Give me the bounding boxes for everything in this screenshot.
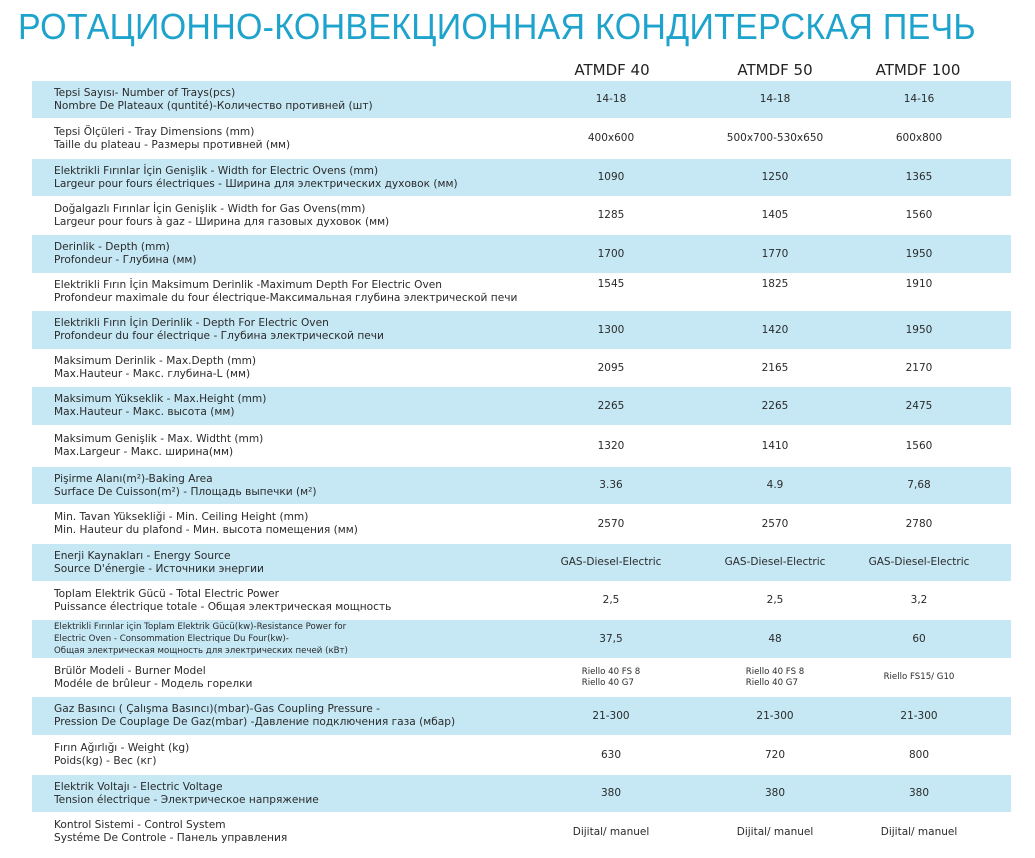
cell: 1405 — [761, 209, 789, 221]
row-label: Elektrikli Fırın İçin Maksimum Derinlik -Maximum Depth For Electric Oven Profondeur maximale du four électrique-Максимальная глубина электрической печи — [54, 279, 518, 304]
cell: 2265 — [597, 399, 625, 412]
cell: 630 — [600, 748, 622, 761]
row-label: Maksimum Yükseklik - Max.Height (mm) Max.Hauteur - Макс. высота (мм) — [54, 393, 267, 418]
table-row — [32, 273, 1011, 311]
row-label: Tepsi Sayısı- Number of Trays(pcs) Nombre De Plateaux (quntité)-Количество противней (шт) — [54, 86, 373, 112]
table-row — [32, 425, 1011, 467]
row-label: Brülör Modeli - Burner Model Modéle de brûleur - Модель горелки — [54, 664, 253, 690]
cell: 2,5 — [766, 594, 784, 606]
column-header-atmdf-40: ATMDF 40 — [574, 61, 650, 79]
table-row — [32, 467, 1011, 504]
cell: GAS-Diesel-Electric — [868, 556, 970, 568]
cell: 4.9 — [766, 479, 784, 491]
table-row — [32, 812, 1011, 852]
cell: GAS-Diesel-Electric — [560, 556, 662, 568]
cell: 1545 — [597, 278, 625, 290]
table-row — [32, 196, 1011, 235]
table-row — [32, 311, 1011, 349]
cell: Dijital/ manuel — [572, 825, 650, 838]
cell: Riello 40 FS 8 Riello 40 G7 — [745, 666, 805, 688]
cell: 1320 — [597, 439, 625, 452]
cell: 1700 — [597, 247, 625, 260]
cell: 2475 — [905, 399, 933, 412]
row-label: Toplam Elektrik Gücü - Total Electric Power Puissance électrique totale - Общая электрическая мощность — [54, 587, 392, 613]
cell: 2170 — [905, 361, 933, 374]
cell: 1560 — [905, 439, 933, 452]
spec-table — [32, 81, 1011, 852]
table-row — [32, 81, 1011, 118]
table-row — [32, 159, 1011, 196]
cell: 1770 — [761, 247, 789, 260]
column-header-atmdf-50: ATMDF 50 — [737, 61, 813, 79]
cell: 1950 — [905, 247, 933, 260]
cell: 60 — [912, 632, 926, 645]
cell: 400x600 — [587, 132, 635, 144]
cell: 3,2 — [910, 594, 928, 606]
cell: 21-300 — [900, 709, 938, 722]
cell: Dijital/ manuel — [736, 825, 814, 838]
cell: 1420 — [761, 323, 789, 336]
column-header-atmdf-100: ATMDF 100 — [875, 61, 961, 79]
cell: Dijital/ manuel — [880, 825, 958, 838]
row-label: Elektrikli Fırın İçin Derinlik - Depth For Electric Oven Profondeur du four électrique - Глубина электрической печи — [54, 317, 384, 342]
cell: 1365 — [905, 171, 933, 183]
cell: 2265 — [761, 399, 789, 412]
cell: 380 — [764, 787, 786, 799]
table-row — [32, 775, 1011, 812]
row-label: Kontrol Sistemi - Control System Systéme De Controle - Панель управления — [54, 819, 288, 844]
row-label: Elektrikli Fırınlar için Toplam Elektrik Gücü(kw)-Resistance Power for Electric Oven - Consommation Electrique Du Four(kw)- Общая электрическая мощность для электрических печей (кВт) — [54, 622, 348, 656]
cell: 1410 — [761, 439, 789, 452]
cell: 48 — [768, 632, 782, 645]
table-row — [32, 658, 1011, 697]
cell: 14-18 — [595, 93, 627, 105]
cell: 1250 — [761, 171, 789, 183]
cell: 500x700-530x650 — [726, 132, 824, 144]
cell: Riello 40 FS 8 Riello 40 G7 — [581, 666, 641, 688]
cell: 2165 — [761, 361, 789, 374]
row-label: Derinlik - Depth (mm) Profondeur - Глубина (мм) — [54, 241, 197, 266]
cell: 1300 — [597, 323, 625, 336]
cell: 380 — [908, 787, 930, 799]
cell: 2570 — [597, 517, 625, 530]
row-label: Maksimum Derinlik - Max.Depth (mm) Max.Hauteur - Макс. глубина-L (мм) — [54, 355, 257, 380]
row-label: Min. Tavan Yüksekliği - Min. Ceiling Height (mm) Min. Hauteur du plafond - Мин. высота помещения (мм) — [54, 511, 358, 536]
row-label: Elektrik Voltajı - Electric Voltage Tension électrique - Электрическое напряжение — [54, 780, 319, 806]
cell: 1950 — [905, 323, 933, 336]
cell: 2570 — [761, 517, 789, 530]
cell: 37,5 — [599, 632, 623, 645]
row-label: Enerji Kaynakları - Energy Source Source D'énergie - Источники энергии — [54, 549, 264, 575]
cell: GAS-Diesel-Electric — [724, 556, 826, 568]
cell: 21-300 — [592, 709, 630, 722]
table-row — [32, 581, 1011, 620]
cell: 2780 — [905, 517, 933, 530]
table-row — [32, 118, 1011, 159]
table-row — [32, 620, 1011, 658]
row-label: Fırın Ağırlığı - Weight (kg) Poids(kg) - Вес (кг) — [54, 742, 190, 767]
cell: 800 — [908, 748, 930, 761]
table-row — [32, 235, 1011, 273]
row-label: Tepsi Ölçüleri - Tray Dimensions (mm) Taille du plateau - Размеры противней (мм) — [54, 125, 291, 151]
row-label: Maksimum Genişlik - Max. Widtht (mm) Max.Largeur - Макс. ширина(мм) — [54, 433, 264, 458]
cell: 380 — [600, 787, 622, 799]
cell: Riello FS15/ G10 — [883, 672, 955, 682]
cell: 14-18 — [759, 93, 791, 105]
cell: 1560 — [905, 209, 933, 221]
cell: 2095 — [597, 361, 625, 374]
table-row — [32, 735, 1011, 775]
table-row — [32, 697, 1011, 735]
table-row — [32, 387, 1011, 425]
page-title: РОТАЦИОННО-КОНВЕКЦИОННАЯ КОНДИТЕРСКАЯ ПЕЧЬ — [18, 6, 976, 47]
cell: 1910 — [905, 278, 933, 290]
cell: 7,68 — [907, 479, 931, 491]
cell: 600x800 — [895, 132, 943, 144]
row-label: Pişirme Alanı(m²)-Baking Area Surface De Cuisson(m²) - Площадь выпечки (м²) — [54, 472, 317, 498]
cell: 2,5 — [602, 594, 620, 606]
cell: 1825 — [761, 278, 789, 290]
table-row — [32, 544, 1011, 581]
row-label: Gaz Basıncı ( Çalışma Basıncı)(mbar)-Gas Coupling Pressure - Pression De Couplage De Gaz(mbar) -Давление подключения газа (мбар) — [54, 703, 456, 728]
cell: 3.36 — [599, 479, 623, 491]
cell: 1285 — [597, 209, 625, 221]
cell: 720 — [764, 748, 786, 761]
row-label: Elektrikli Fırınlar İçin Genişlik - Width for Electric Ovens (mm) Largeur pour fours électriques - Ширина для электрических духовок (мм) — [54, 164, 458, 190]
table-row — [32, 349, 1011, 387]
cell: 21-300 — [756, 709, 794, 722]
row-label: Doğalgazlı Fırınlar İçin Genişlik - Width for Gas Ovens(mm) Largeur pour fours à gaz - Ширина для газовых духовок (мм) — [54, 202, 390, 228]
cell: 1090 — [597, 171, 625, 183]
table-row — [32, 504, 1011, 544]
cell: 14-16 — [903, 93, 935, 105]
